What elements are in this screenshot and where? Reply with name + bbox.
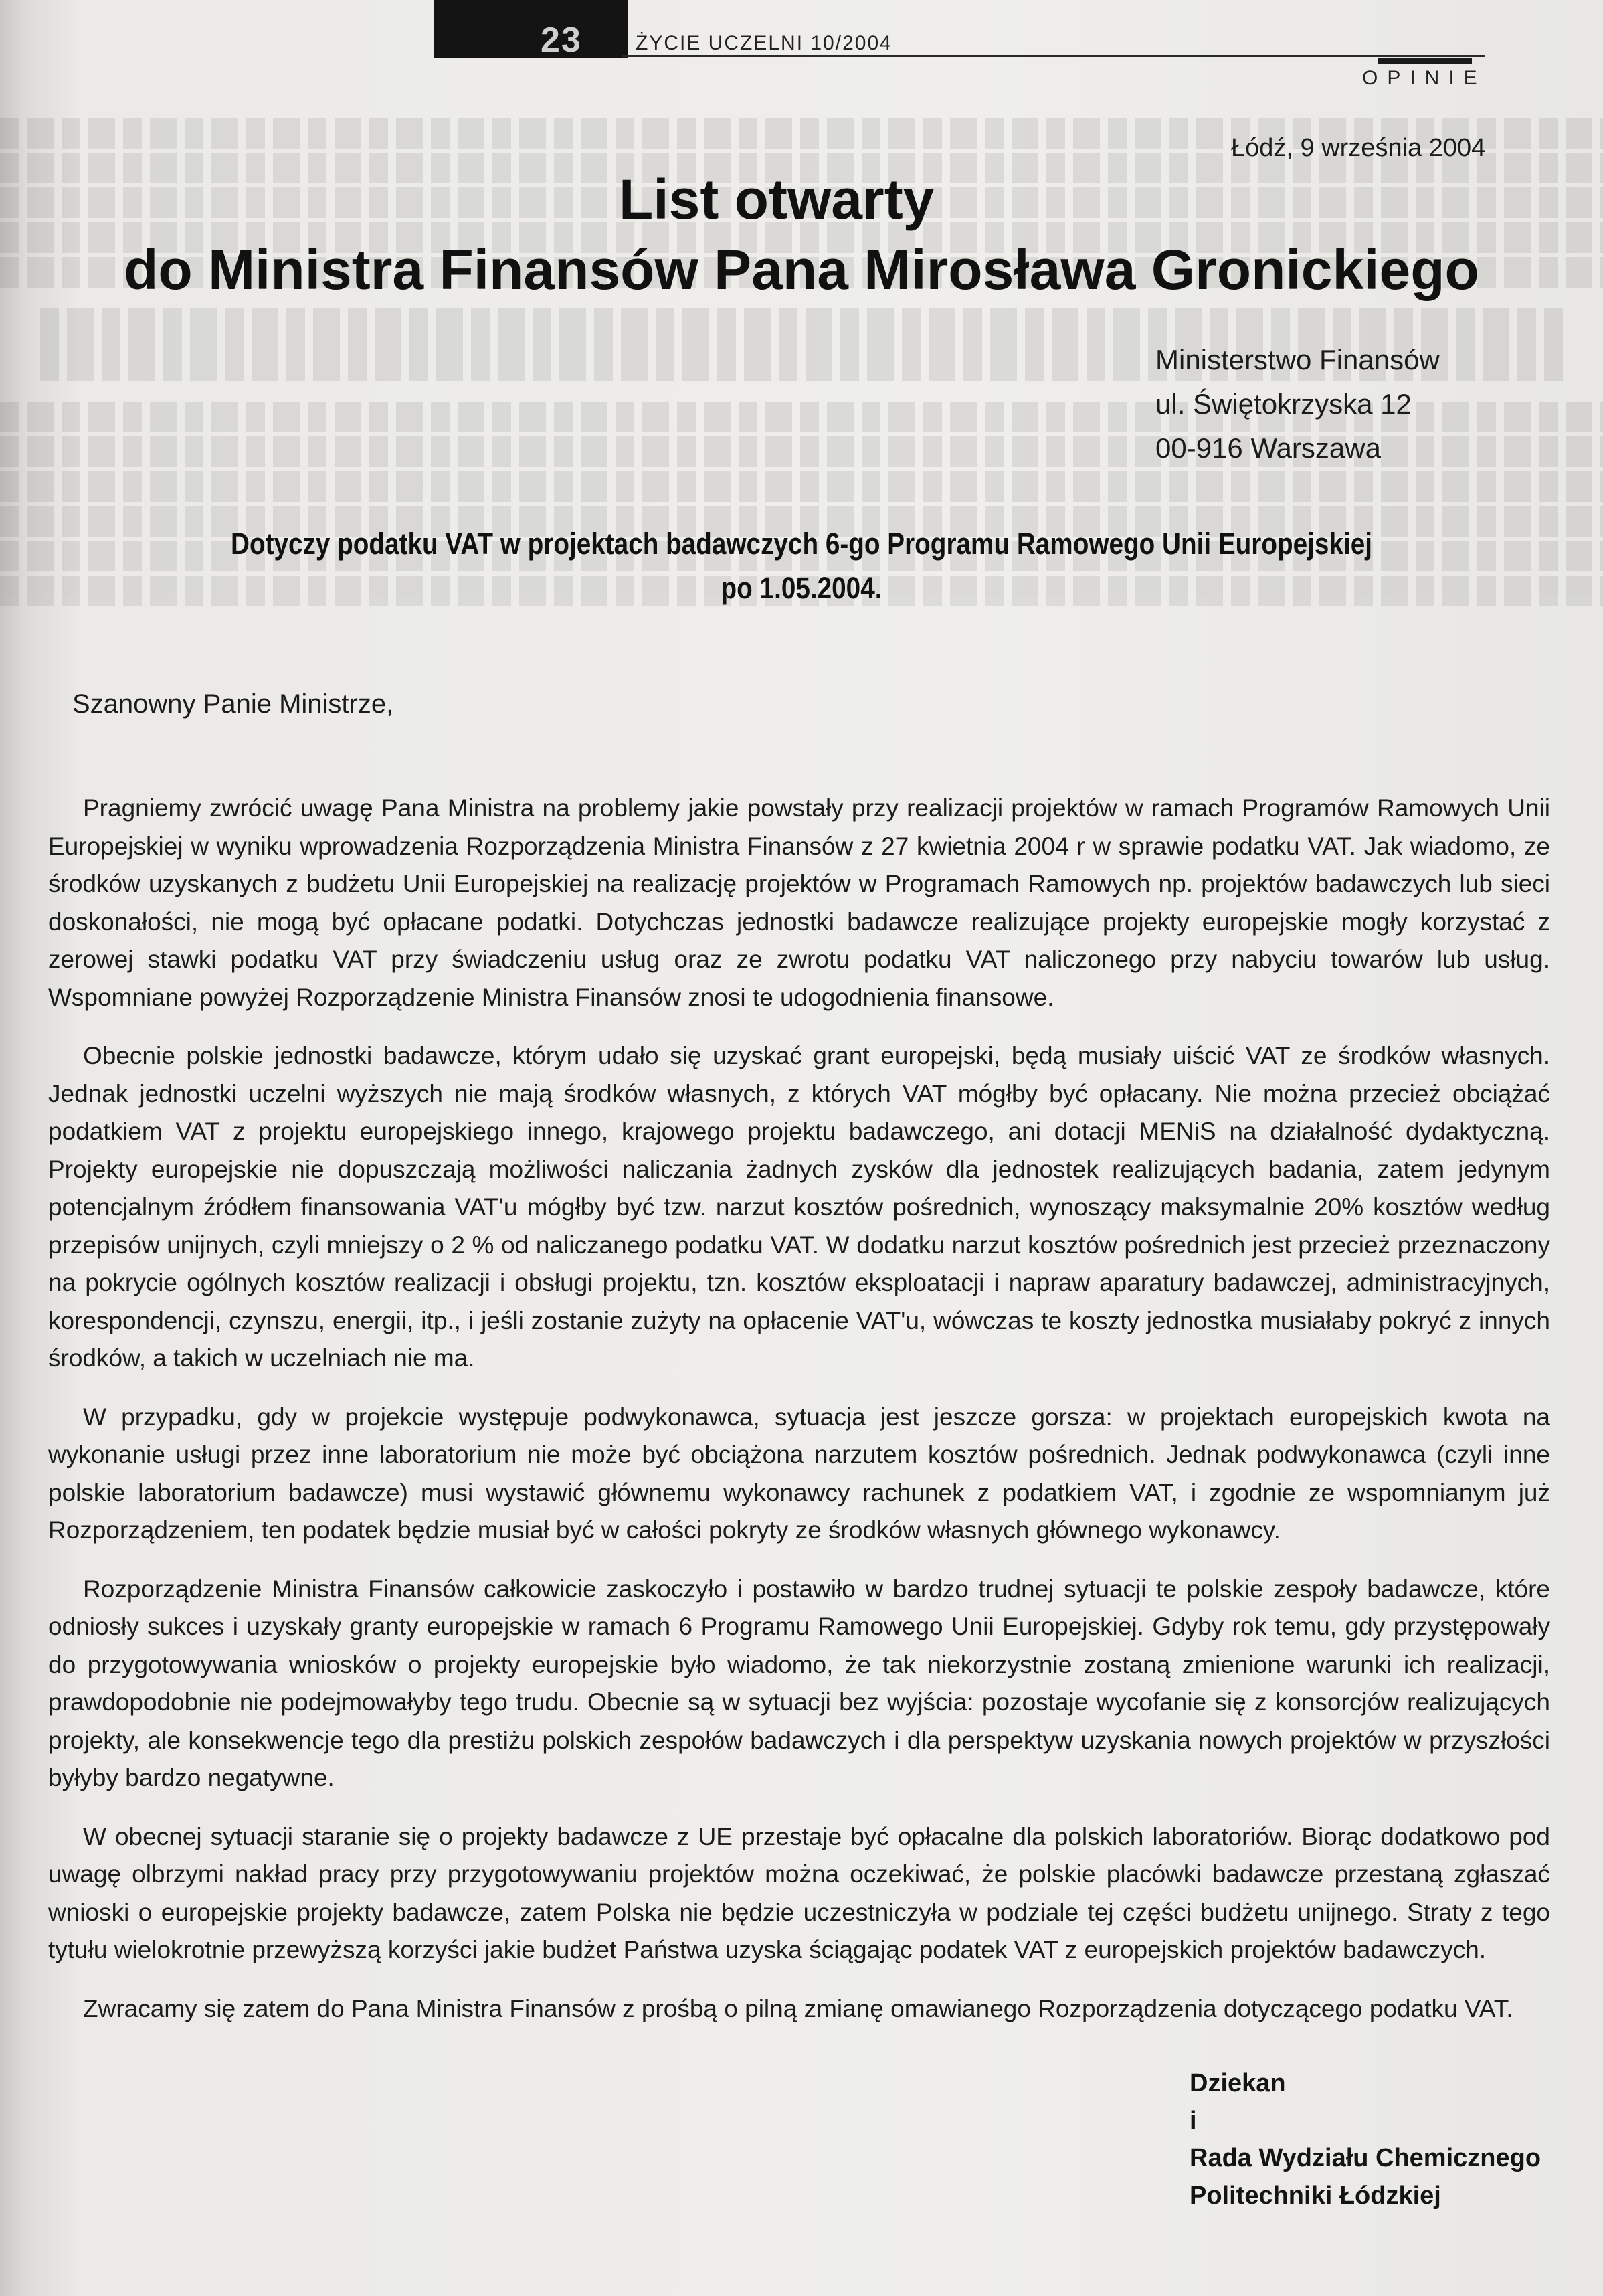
letter-subject (112, 522, 1491, 610)
recipient-line: ul. Świętokrzyska 12 (1155, 388, 1412, 420)
journal-title: ŻYCIE UCZELNI 10/2004 (636, 32, 892, 54)
place-date: Łódź, 9 września 2004 (1231, 134, 1486, 162)
subject-line: Dotyczy podatku VAT w projektach badawczych 6-go Programu Ramowego Unii Europejskiej (231, 527, 1372, 561)
header-rule (622, 55, 1485, 57)
recipient-line: Ministerstwo Finansów (1155, 344, 1440, 375)
letter-title: List otwarty (619, 168, 935, 231)
signature-line: Rada Wydziału Chemicznego (1190, 2144, 1541, 2172)
recipient-line: 00-916 Warszawa (1155, 432, 1381, 464)
signature-block (1190, 2064, 1541, 2214)
letter-title-addressee: do Ministra Finansów Pana Mirosława Gronickiego (124, 238, 1479, 301)
body-paragraph: Rozporządzenie Ministra Finansów całkowicie zaskoczyło i postawiło w bardzo trudnej sytuacji te polskie zespoły badawcze, które odniosły sukces i uzyskały granty europejskie w ramach 6 Programu Ramowego Unii Europejskiej. Gdyby rok temu, gdy przystępowały do przygotowywania wniosków o projekty europejskie było wiadomo, że tak niekorzystnie zostaną zmienione warunki ich realizacji, prawdopodobnie nie podejmowałyby tego trudu. Obecnie są w sytuacji bez wyjścia: pozostaje wycofanie się z konsorcjów realizujących projekty, ale konsekwencje tego dla prestiżu polskich zespołów badawczych i dla perspektyw uzyskania nowych projektów w przyszłości byłyby bardzo negatywne. (48, 1575, 1550, 1791)
signature-line: Dziekan (1190, 2069, 1286, 2097)
subject-line: po 1.05.2004. (721, 571, 882, 605)
page-number: 23 (541, 21, 582, 60)
body-paragraph: W obecnej sytuacji staranie się o projekty badawcze z UE przestaje być opłacalne dla polskich laboratoriów. Biorąc dodatkowo pod uwagę olbrzymi nakład pracy przy przygotowywaniu projektów można oczekiwać, że polskie placówki badawcze przestaną zgłaszać wnioski o europejskie projekty badawcze, zatem Polska nie będzie uczestniczyła w podziale tej części budżetu unijnego. Straty z tego tytułu wielokrotnie przewyższą korzyści jakie budżet Państwa uzyska ściągając podatek VAT z europejskich projektów badawczych. (48, 1822, 1550, 1963)
page-number-tab (434, 0, 628, 58)
body-paragraph: W przypadku, gdy w projekcie występuje podwykonawca, sytuacja jest jeszcze gorsza: w projektach europejskich kwota na wykonanie usługi przez inne laboratorium nie może być obciążona narzutem kosztów pośrednich. Jednak podwykonawca (czyli inne polskie laboratorium badawcze) musi wystawić głównemu wykonawcy rachunek z podatkiem VAT, i zgodnie ze wspomnianym już Rozporządzeniem, ten podatek będzie musiał być w całości pokryty ze środków własnych głównego wykonawcy. (48, 1403, 1550, 1544)
signature-line: i (1190, 2107, 1197, 2135)
recipient-address (1155, 338, 1440, 470)
section-label: OPINIE (1362, 67, 1487, 89)
section-bar (1378, 58, 1472, 64)
letter-body (48, 790, 1550, 2048)
signature-line: Politechniki Łódzkiej (1190, 2182, 1441, 2210)
body-paragraph: Obecnie polskie jednostki badawcze, którym udało się uzyskać grant europejski, będą musiały uiścić VAT ze środków własnych. Jednak jednostki uczelni wyższych nie mają środków własnych, z których VAT mógłby być opłacany. Nie można przecież obciążać podatkiem VAT z projektu europejskiego innego, krajowego projektu badawczego, ani dotacji MENiS na działalność dydaktyczną. Projekty europejskie nie dopuszczają możliwości naliczania żadnych zysków dla jednostek realizujących badania, zatem jedynym potencjalnym źródłem finansowania VAT'u mógłby być tzw. narzut kosztów pośrednich, wynoszący maksymalnie 20% kosztów według przepisów unijnych, czyli mniejszy o 2 % od naliczanego podatku VAT. W dodatku narzut kosztów pośrednich jest przecież przeznaczony na pokrycie ogólnych kosztów realizacji i obsługi projektu, tzn. kosztów eksploatacji i napraw aparatury badawczej, administracyjnych, korespondencji, czynszu, energii, itp., i jeśli zostanie zużyty na opłacenie VAT'u, wówczas te koszty jednostka musiałaby pokryć z innych środków, a takich w uczelniach nie ma. (48, 1042, 1550, 1372)
salutation: Szanowny Panie Ministrze, (72, 689, 394, 719)
body-paragraph: Zwracamy się zatem do Pana Ministra Finansów z prośbą o pilną zmianę omawianego Rozporządzenia dotyczącego podatku VAT. (83, 1994, 1513, 2022)
body-paragraph: Pragniemy zwrócić uwagę Pana Ministra na problemy jakie powstały przy realizacji projektów w ramach Programów Ramowych Unii Europejskiej w wyniku wprowadzenia Rozporządzenia Ministra Finansów z 27 kwietnia 2004 r w sprawie podatku VAT. Jak wiadomo, ze środków uzyskanych z budżetu Unii Europejskiej na realizację projektów w Programach Ramowych np. projektów badawczych lub sieci doskonałości, nie mogą być opłacane podatki. Dotychczas jednostki badawcze realizujące projekty europejskie mogły korzystać z zerowej stawki podatku VAT przy świadczeniu usług oraz ze zwrotu podatku VAT naliczonego przy nabyciu towarów lub usług. Wspomniane powyżej Rozporządzenie Ministra Finansów znosi te udogodnienia finansowe. (48, 794, 1550, 1011)
